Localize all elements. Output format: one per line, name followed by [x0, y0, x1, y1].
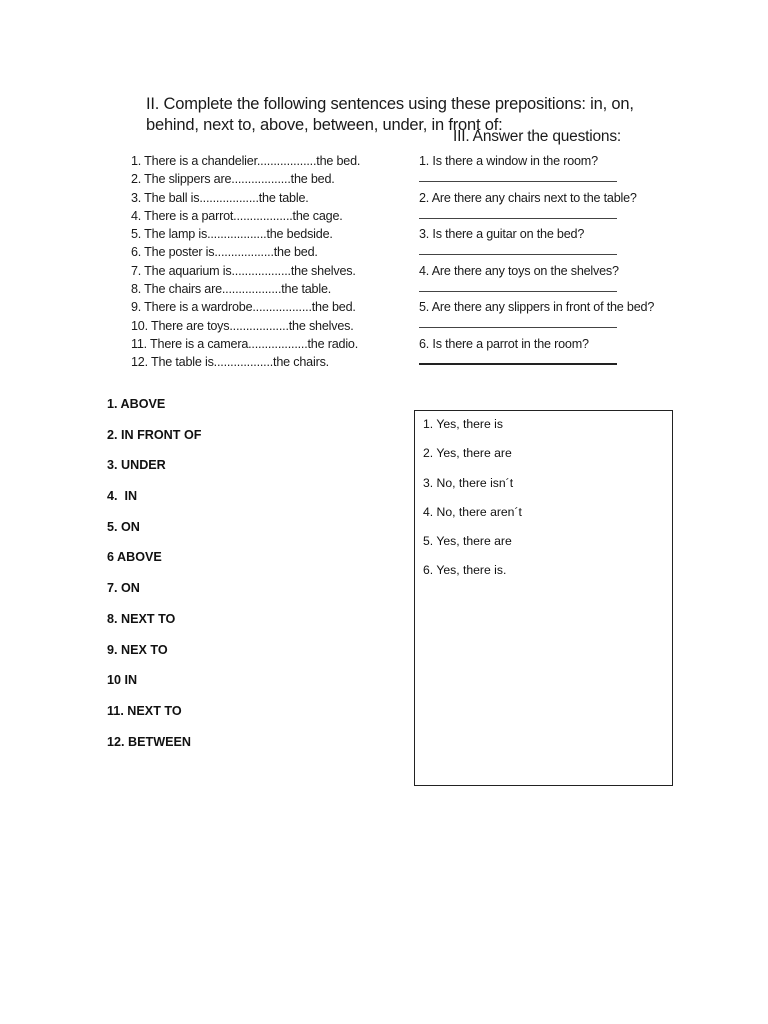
- preposition-answer: 2. IN FRONT OF: [107, 427, 202, 442]
- question-answer: 2. Yes, there are: [423, 446, 512, 461]
- preposition-answer: 3. UNDER: [107, 458, 166, 473]
- preposition-answer: 6 ABOVE: [107, 550, 162, 565]
- question-text: 5. Are there any slippers in front of the bed?: [419, 300, 655, 314]
- sentence-item: 7. The aquarium is..................the shelves.: [131, 263, 356, 278]
- preposition-answer: 10 IN: [107, 673, 138, 688]
- sentence-item: 11. There is a camera..................the radio.: [131, 336, 359, 351]
- question-answer-list: [423, 416, 522, 592]
- preposition-answer: 8. NEXT TO: [107, 611, 176, 626]
- preposition-answer: 9. NEX TO: [107, 642, 168, 657]
- exercise-iii-title: III. Answer the questions:: [453, 128, 621, 145]
- sentence-item: 9. There is a wardrobe..................the bed.: [131, 300, 356, 315]
- answer-blank-line: [419, 363, 617, 365]
- preposition-answer: 4. IN: [107, 489, 138, 504]
- question-item: [419, 153, 689, 190]
- sentence-item: 1. There is a chandelier..................the bed.: [131, 154, 361, 168]
- sentence-item: 2. The slippers are..................the bed.: [131, 172, 335, 187]
- preposition-answer-list: [107, 394, 201, 762]
- sentence-item: 6. The poster is..................the bed.: [131, 245, 318, 260]
- exercise-ii-title: II. Complete the following sentences using these prepositions: in, on, behind, next to, above, between, under, in front of:: [146, 95, 634, 134]
- question-item: [419, 190, 689, 227]
- preposition-answer: 7. ON: [107, 581, 140, 596]
- question-item: [419, 299, 689, 336]
- exercise-ii-sentences: [131, 152, 411, 372]
- preposition-answer: 1. ABOVE: [107, 397, 166, 411]
- preposition-answer: 12. BETWEEN: [107, 734, 191, 749]
- answer-blank-line: [419, 181, 617, 182]
- question-text: 6. Is there a parrot in the room?: [419, 336, 589, 351]
- sentence-item: 10. There are toys..................the shelves.: [131, 318, 354, 333]
- sentence-item: 8. The chairs are..................the table.: [131, 282, 332, 297]
- preposition-answer: 11. NEXT TO: [107, 703, 182, 718]
- question-answer: 1. Yes, there is: [423, 417, 503, 431]
- question-item: [419, 263, 689, 300]
- exercise-scan: [118, 90, 688, 380]
- question-answer: 4. No, there aren´t: [423, 504, 522, 519]
- question-text: 1. Is there a window in the room?: [419, 154, 598, 168]
- exercise-iii-questions: [419, 153, 689, 372]
- question-text: 3. Is there a guitar on the bed?: [419, 227, 585, 241]
- answer-blank-line: [419, 327, 617, 328]
- question-item: [419, 226, 689, 263]
- answer-blank-line: [419, 218, 617, 219]
- question-answer: 3. No, there isn´t: [423, 475, 514, 490]
- answer-blank-line: [419, 254, 617, 255]
- question-item: [419, 336, 689, 373]
- question-text: 4. Are there any toys on the shelves?: [419, 263, 619, 278]
- sentence-item: 12. The table is..................the chairs.: [131, 355, 329, 370]
- question-text: 2. Are there any chairs next to the table?: [419, 190, 637, 205]
- answer-blank-line: [419, 291, 617, 292]
- question-answer-box: [414, 410, 673, 786]
- sentence-item: 3. The ball is..................the table.: [131, 190, 309, 205]
- question-answer: 6. Yes, there is.: [423, 563, 507, 578]
- sentence-item: 5. The lamp is..................the bedside.: [131, 227, 333, 242]
- preposition-answer: 5. ON: [107, 519, 140, 534]
- sentence-item: 4. There is a parrot..................the cage.: [131, 208, 343, 223]
- question-answer: 5. Yes, there are: [423, 534, 512, 549]
